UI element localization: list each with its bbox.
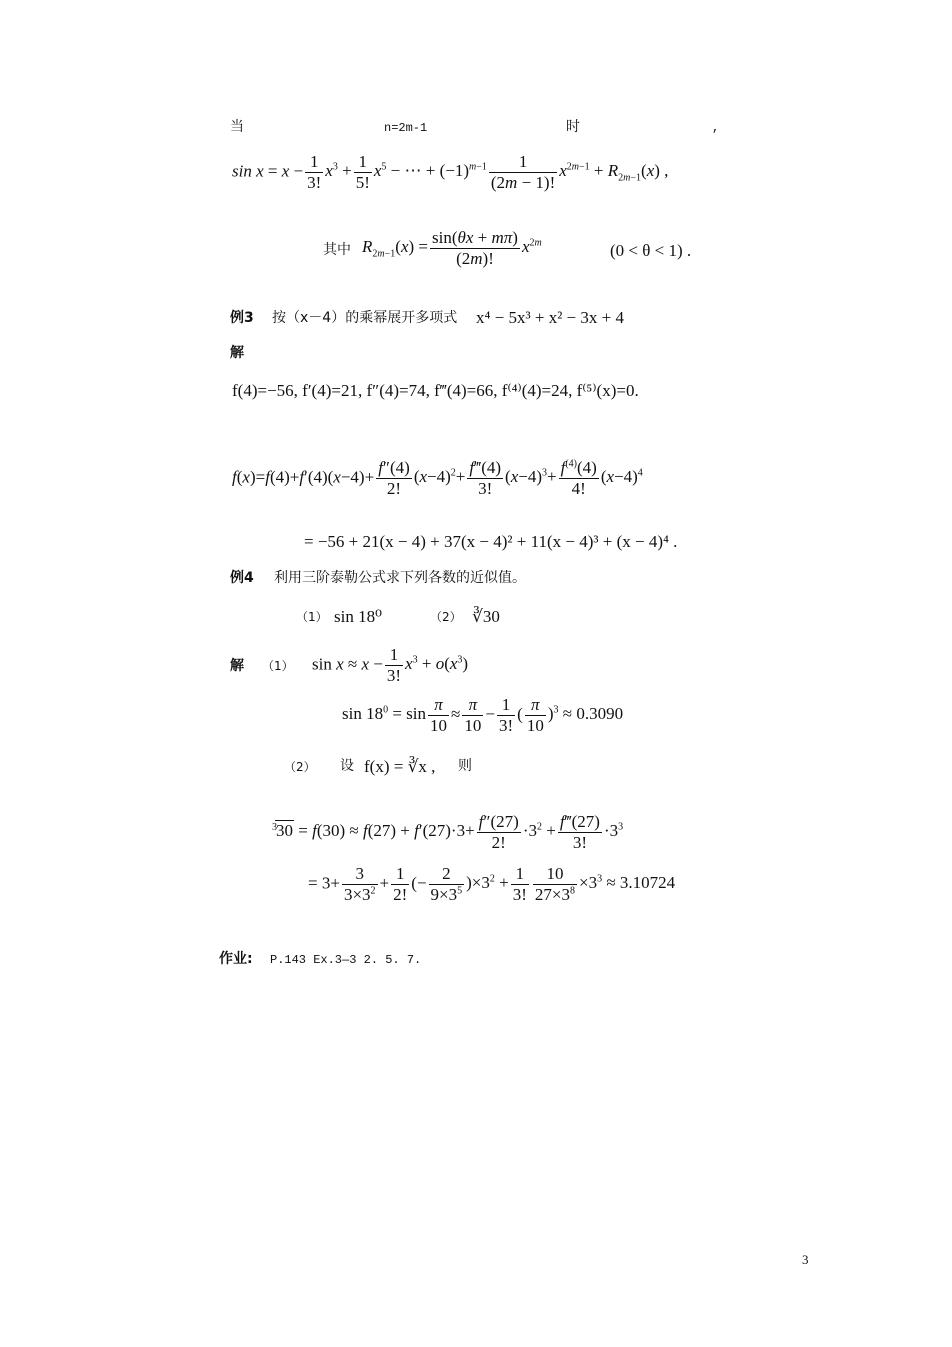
example4-sol2-then: 则 xyxy=(458,758,472,774)
example4-sol1-label: （1） xyxy=(262,659,294,673)
case-condition: n=2m-1 xyxy=(384,121,428,135)
example3-taylor: f(x)=f(4)+f′(4)(x−4)+ $\frac{f''(4)}{2!}$ $(x-4)^2+$ $\frac{f‴(4)}{3!}$ $(x-4)^3+$ $\frac{f^{(4)}(4)}{4!}$ $(x-4)^4$ xyxy=(232,458,643,498)
example4-sol2-def: f(x) = ∛x , xyxy=(364,757,436,776)
example3-polynomial: x⁴ − 5x³ + x² − 3x + 4 xyxy=(476,308,624,327)
example3-label: 例3 xyxy=(230,310,254,326)
example3-solution-label: 解 xyxy=(230,345,244,361)
page-number: 3 xyxy=(802,1252,809,1267)
example3-result: = −56 + 21(x − 4) + 37(x − 4)² + 11(x − 4)³ + (x − 4)⁴ . xyxy=(304,532,678,551)
case-comma: , xyxy=(712,121,720,135)
example4-item2: ∛30 xyxy=(472,607,500,626)
case-when: 当 xyxy=(230,119,244,135)
example3-text: 按（x－4）的乘幂展开多项式 xyxy=(272,310,458,326)
example4-sol2-eq1: $^3$30 = f(30) ≈ f(27) + f′(27)·3+ $\frac{f''(27)}{2!}$ $\cdot 3^2$ + $\frac{f‴(27)}{3!}$ $\cdot 3^3$ xyxy=(272,812,624,852)
example3-values: f(4)=−56, f′(4)=21, f″(4)=74, f‴(4)=66, f⁽⁴⁾(4)=24, f⁽⁵⁾(x)=0. xyxy=(232,381,639,400)
example4-sol1-calc: $\sin 18^0 = \sin$ $\frac{\pi}{10}$ ≈ $\frac{\pi}{10}$ − $\frac{1}{3!}$ ( $\frac{\pi}{10}$ )$^3$ ≈ 0.3090 xyxy=(342,695,624,735)
case-time: 时 xyxy=(566,119,580,135)
example4-item2-label: （2） xyxy=(430,610,462,624)
remainder-formula: $R_{2m-1}(x)$ = $\frac{\sin(\theta x + m\pi)}{(2m)!}$ $x^{2m}$ xyxy=(362,228,542,268)
example4-sol1: sin x ≈ x − $\frac{1}{3!}$ $x^3 + o(x^3)$ xyxy=(312,645,469,685)
sin-expansion-formula: sin x = x − $\frac{1}{3!}$ $x^3$ + $\frac{1}{5!}$ $x^5$ − ⋯ + $(-1)^{m-1}$ $\frac{1}{(2m - 1)!}$ $x^{2m-1} + R_{2m-1}(x)$ , xyxy=(232,152,669,192)
homework-label: 作业: xyxy=(219,951,253,967)
example4-item1-label: （1） xyxy=(296,610,328,624)
example4-solution-label: 解 xyxy=(230,658,244,674)
remainder-prefix: 其中 xyxy=(323,242,351,258)
example4-sol2-set: 设 xyxy=(340,758,354,774)
example4-item1: sin 18⁰ xyxy=(334,607,382,626)
example4-label: 例4 xyxy=(230,570,254,586)
example4-text: 利用三阶泰勒公式求下列各数的近似值。 xyxy=(274,570,526,586)
remainder-range: (0 < θ < 1) . xyxy=(610,241,692,260)
example4-sol2-eq2: = 3+ $\frac{3}{3\times 3^2}$ + $\frac{1}{2!}$ (− $\frac{2}{9\times 3^5}$ )$\times 3^2$ + $\frac{1}{3!}$ $\frac{10}{27\times 3^8}$ $\times 3^3 \approx 3.10724$ xyxy=(308,864,676,904)
example4-sol2-label: （2） xyxy=(284,760,316,774)
homework-text: P.143 Ex.3—3 2. 5. 7. xyxy=(270,953,422,967)
